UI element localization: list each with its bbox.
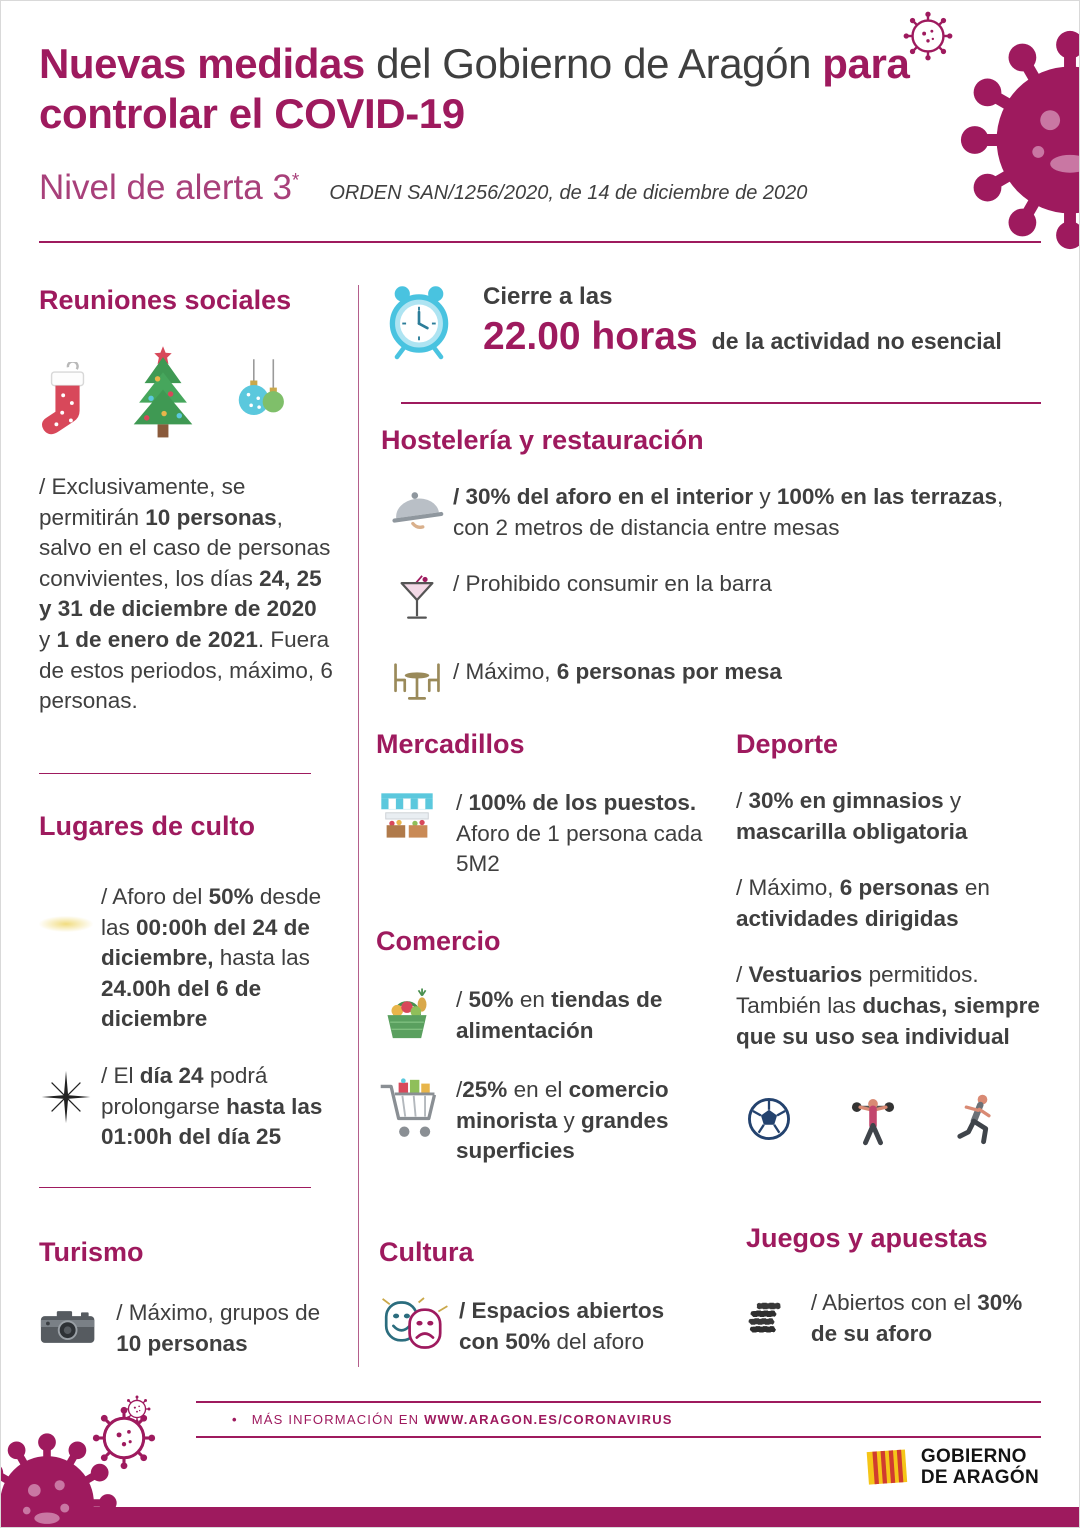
comercio-item [376, 1075, 704, 1167]
vertical-divider [358, 285, 359, 1367]
stocking-icon [39, 362, 97, 444]
hosteleria-item [381, 482, 1041, 543]
hosteleria-item-text: / 30% del aforo en el interior y 100% en las terrazas, con 2 metros de distancia entre mesas [453, 484, 1004, 540]
footer-info-prefix: MÁS INFORMACIÓN EN [251, 1412, 425, 1427]
juegos-item-text: / Abiertos con el 30% de su aforo [810, 1290, 1023, 1346]
section-comercio [376, 926, 704, 1167]
banner-cierre [381, 281, 1041, 363]
section-mercadillos [376, 729, 704, 880]
cierre-text [483, 281, 1002, 363]
cierre-time: 22.00 horas [483, 315, 698, 358]
alert-asterisk: * [291, 170, 300, 192]
coronavirus-url[interactable]: WWW.ARAGON.ES/CORONAVIRUS [424, 1412, 673, 1427]
alert-row [39, 168, 919, 208]
hosteleria-item-text: / Máximo, 6 personas por mesa [453, 659, 782, 685]
soccer-ball-icon [746, 1096, 792, 1142]
camera-icon [39, 1298, 96, 1356]
juegos-item [746, 1288, 1046, 1349]
weightlifting-icon [847, 1092, 899, 1146]
alert-level: Nivel de alerta 3* [39, 168, 300, 208]
footer-info [196, 1401, 1041, 1438]
section-title: Juegos y apuestas [746, 1223, 988, 1253]
section-juegos-y-apuestas [746, 1223, 1046, 1349]
gobierno-de-aragon-logo [863, 1445, 1039, 1491]
comercio-item-text: /25% en el comercio minorista y grandes superficies [456, 1077, 669, 1164]
culto-item-text: / El día 24 podrá prolongarse hasta las 01:00h del día 25 [101, 1062, 323, 1150]
cultura-item [379, 1296, 709, 1357]
section-title: Reuniones sociales [39, 285, 292, 315]
section-title: Mercadillos [376, 729, 525, 759]
reuniones-body: / Exclusivamente, se permitirán 10 personas, salvo en el caso de personas convivientes, los días 24, 25 y 31 de diciembre de 2020 y 1 de enero de 2021. Fuera de estos periodos, máximo, 6 personas. [39, 474, 333, 714]
left-divider-2 [39, 1187, 311, 1188]
logo-text: GOBIERNO DE ARAGÓN [920, 1446, 1039, 1488]
christmas-icons [39, 340, 341, 444]
section-title: Turismo [39, 1237, 144, 1267]
cultura-item-text: / Espacios abiertos con 50% del aforo [459, 1298, 665, 1354]
virus-icon [951, 21, 1080, 259]
section-title: Hostelería y restauración [381, 425, 704, 455]
comercio-item-text: / 50% en tiendas de alimentación [456, 987, 663, 1043]
table-and-chairs-icon [381, 657, 453, 703]
deporte-icons [736, 1092, 998, 1146]
turismo-item [39, 1298, 349, 1359]
mercadillos-item [376, 788, 704, 880]
header [39, 39, 919, 208]
culto-item-text: / Aforo del 50% desde las 00:00h del 24 de diciembre, hasta las 24.00h del 6 de diciembre [101, 884, 322, 1032]
deporte-item-text: / Vestuarios permitidos. También las duchas, siempre que su uso sea individual [736, 962, 1040, 1049]
culto-item [39, 882, 345, 1035]
section-title: Lugares de culto [39, 811, 256, 841]
left-divider-1 [39, 773, 311, 774]
deporte-item-text: / 30% en gimnasios y mascarilla obligatoria [736, 788, 968, 844]
bullet-icon: • [232, 1412, 238, 1427]
aragon-flag-icon [863, 1445, 911, 1491]
section-title: Comercio [376, 926, 501, 956]
page-title: Nuevas medidas del Gobierno de Aragón para controlar el COVID-19 [39, 40, 910, 137]
section-hosteleria [381, 425, 1041, 703]
cierre-line1: Cierre a las [483, 283, 613, 310]
market-stall-icon [376, 788, 456, 850]
star-sparkle-icon [39, 1061, 101, 1153]
runner-icon [954, 1092, 998, 1146]
ornaments-icon [229, 356, 291, 444]
order-reference: ORDEN SAN/1256/2020, de 14 de diciembre de 2020 [329, 182, 808, 205]
hosteleria-item [381, 569, 1041, 631]
deporte-item-text: / Máximo, 6 personas en actividades dirigidas [736, 875, 990, 931]
section-title: Deporte [736, 729, 839, 759]
section-lugares-de-culto [39, 811, 345, 1153]
section-turismo [39, 1237, 349, 1359]
section-title: Cultura [379, 1237, 474, 1267]
hosteleria-item-text: / Prohibido consumir en la barra [453, 571, 772, 597]
header-divider [39, 241, 1041, 243]
turismo-item-text: / Máximo, grupos de 10 personas [116, 1300, 321, 1356]
comercio-item [376, 985, 704, 1047]
serving-dish-icon [381, 482, 453, 532]
christmas-tree-icon [125, 344, 201, 444]
cocktail-icon [381, 569, 453, 631]
section-cultura [379, 1237, 709, 1357]
hosteleria-item [381, 657, 1041, 703]
culto-item [39, 1061, 345, 1153]
mercadillos-item-text: / 100% de los puestos. Aforo de 1 persona cada 5M2 [456, 790, 703, 877]
section-deporte [736, 729, 1042, 1146]
candle-glow-icon [39, 882, 101, 1035]
virus-icon [0, 1427, 123, 1528]
theater-masks-icon [379, 1296, 459, 1354]
poker-chips-icon [746, 1288, 785, 1346]
shopping-cart-icon [376, 1075, 456, 1145]
alarm-clock-icon [381, 281, 457, 363]
section-reuniones-sociales [39, 285, 341, 717]
bottom-accent-bar [1, 1507, 1080, 1527]
cierre-suffix: de la actividad no esencial [711, 328, 1002, 354]
food-basket-icon [376, 985, 456, 1047]
cierre-divider [401, 402, 1041, 404]
virus-icon [121, 1393, 153, 1425]
